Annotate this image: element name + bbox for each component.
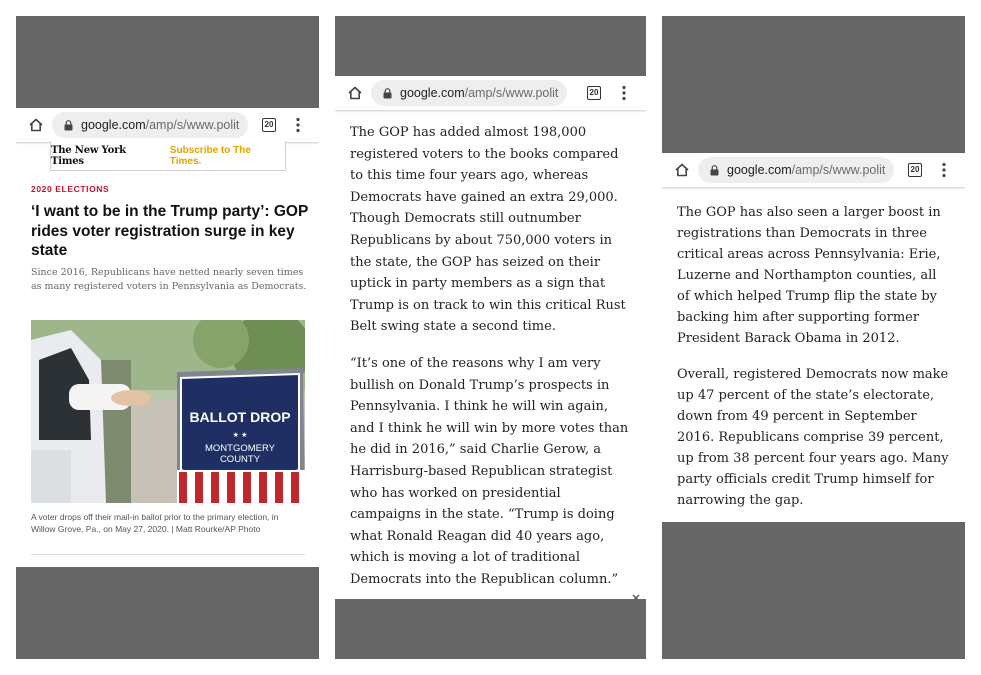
browser-url-bar	[16, 108, 319, 142]
article-dek: Since 2016, Republicans have netted nearly seven times as many registered voters in Pennsylvania as Democrats.	[31, 267, 307, 292]
top-gray-area	[16, 16, 319, 108]
sign-text-montgomery: MONTGOMERY	[204, 443, 276, 454]
screenshot-panel-2	[335, 16, 646, 659]
url-domain: google.com	[81, 118, 146, 132]
screenshot-panel-1	[16, 16, 319, 659]
home-icon[interactable]	[347, 85, 363, 101]
article-headline: ‘I want to be in the Trump party’: GOP rides voter registration surge in key state	[31, 203, 309, 259]
sign-text-ballot-drop: BALLOT DROP	[189, 409, 291, 425]
tab-switcher-button[interactable]: 20	[908, 163, 922, 177]
lock-icon	[710, 165, 719, 176]
more-menu-icon[interactable]	[622, 85, 626, 101]
screenshot-panel-3	[662, 16, 965, 659]
url-field[interactable]	[371, 80, 567, 106]
more-menu-icon[interactable]	[942, 162, 946, 178]
lock-icon	[383, 88, 392, 99]
url-field[interactable]	[698, 157, 894, 183]
url-domain: google.com	[400, 86, 465, 100]
more-menu-icon[interactable]	[296, 117, 300, 133]
nyt-subscribe-ad[interactable]	[50, 141, 286, 171]
bottom-gray-area	[335, 599, 646, 659]
browser-url-bar	[662, 153, 965, 187]
url-path: /amp/s/www.polit	[464, 86, 559, 100]
section-kicker[interactable]: 2020 ELECTIONS	[31, 184, 110, 194]
sign-text-county: COUNTY	[219, 454, 261, 465]
lock-icon	[64, 120, 73, 131]
article-paragraph: “It’s one of the reasons why I am very bullish on Donald Trump’s prospects in Pennsylvania. I think he will win again, and I think he will win by more votes than he did in 2016,” said Charlie Gerow, a Harrisburg-based Republican strategist who has worked on presidential campaigns in the state. “Trump is doing what Ronald Reagan did 40 years ago, which is moving a lot of traditional Democrats into the Republican column.”	[350, 355, 629, 587]
article-body	[677, 202, 953, 526]
url-domain: google.com	[727, 163, 792, 177]
url-path: /amp/s/www.polit	[145, 118, 240, 132]
nyt-logo: The New York Times	[51, 144, 126, 167]
top-gray-area	[662, 16, 965, 153]
article-paragraph: Overall, registered Democrats now make up 47 percent of the state’s electorate, down from 49 percent in September 2016. Republicans comprise 39 percent, up from 38 percent four years ago. Many party officials credit Trump himself for narrowing the gap.	[677, 367, 949, 508]
sign-stars: ★ ★	[232, 431, 248, 439]
article-body	[350, 122, 632, 605]
photo-caption: A voter drops off their mail-in ballot prior to the primary election, in Willow Grove, Pa., on May 27, 2020. | Matt Rourke/AP Photo	[31, 512, 279, 534]
tab-switcher-button[interactable]: 20	[262, 118, 276, 132]
ballot-drop-photo	[31, 320, 305, 503]
home-icon[interactable]	[28, 117, 44, 133]
bottom-gray-area	[16, 567, 319, 659]
divider	[31, 554, 305, 555]
home-icon[interactable]	[674, 162, 690, 178]
subscribe-link[interactable]: Subscribe to The Times.	[169, 144, 251, 167]
top-gray-area	[335, 16, 646, 76]
bottom-gray-area	[662, 522, 965, 659]
url-field[interactable]	[52, 112, 248, 138]
article-paragraph: The GOP has also seen a larger boost in registrations than Democrats in three critical areas across Pennsylvania: Erie, Luzerne and Northampton counties, all of which helped Trump flip the state by backing him after supporting former President Barack Obama in 2012.	[677, 205, 941, 346]
article-paragraph: The GOP has added almost 198,000 registered voters to the books compared to this time four years ago, whereas Democrats have gained an extra 29,000. Though Democrats still outnumber Republicans by about 750,000 voters in the state, the GOP has seized on their uptick in party members as a sign that Trump is on track to win this critical Rust Belt swing state a second time.	[350, 125, 626, 335]
browser-url-bar	[335, 76, 646, 110]
url-path: /amp/s/www.polit	[791, 163, 886, 177]
tab-switcher-button[interactable]: 20	[587, 86, 601, 100]
